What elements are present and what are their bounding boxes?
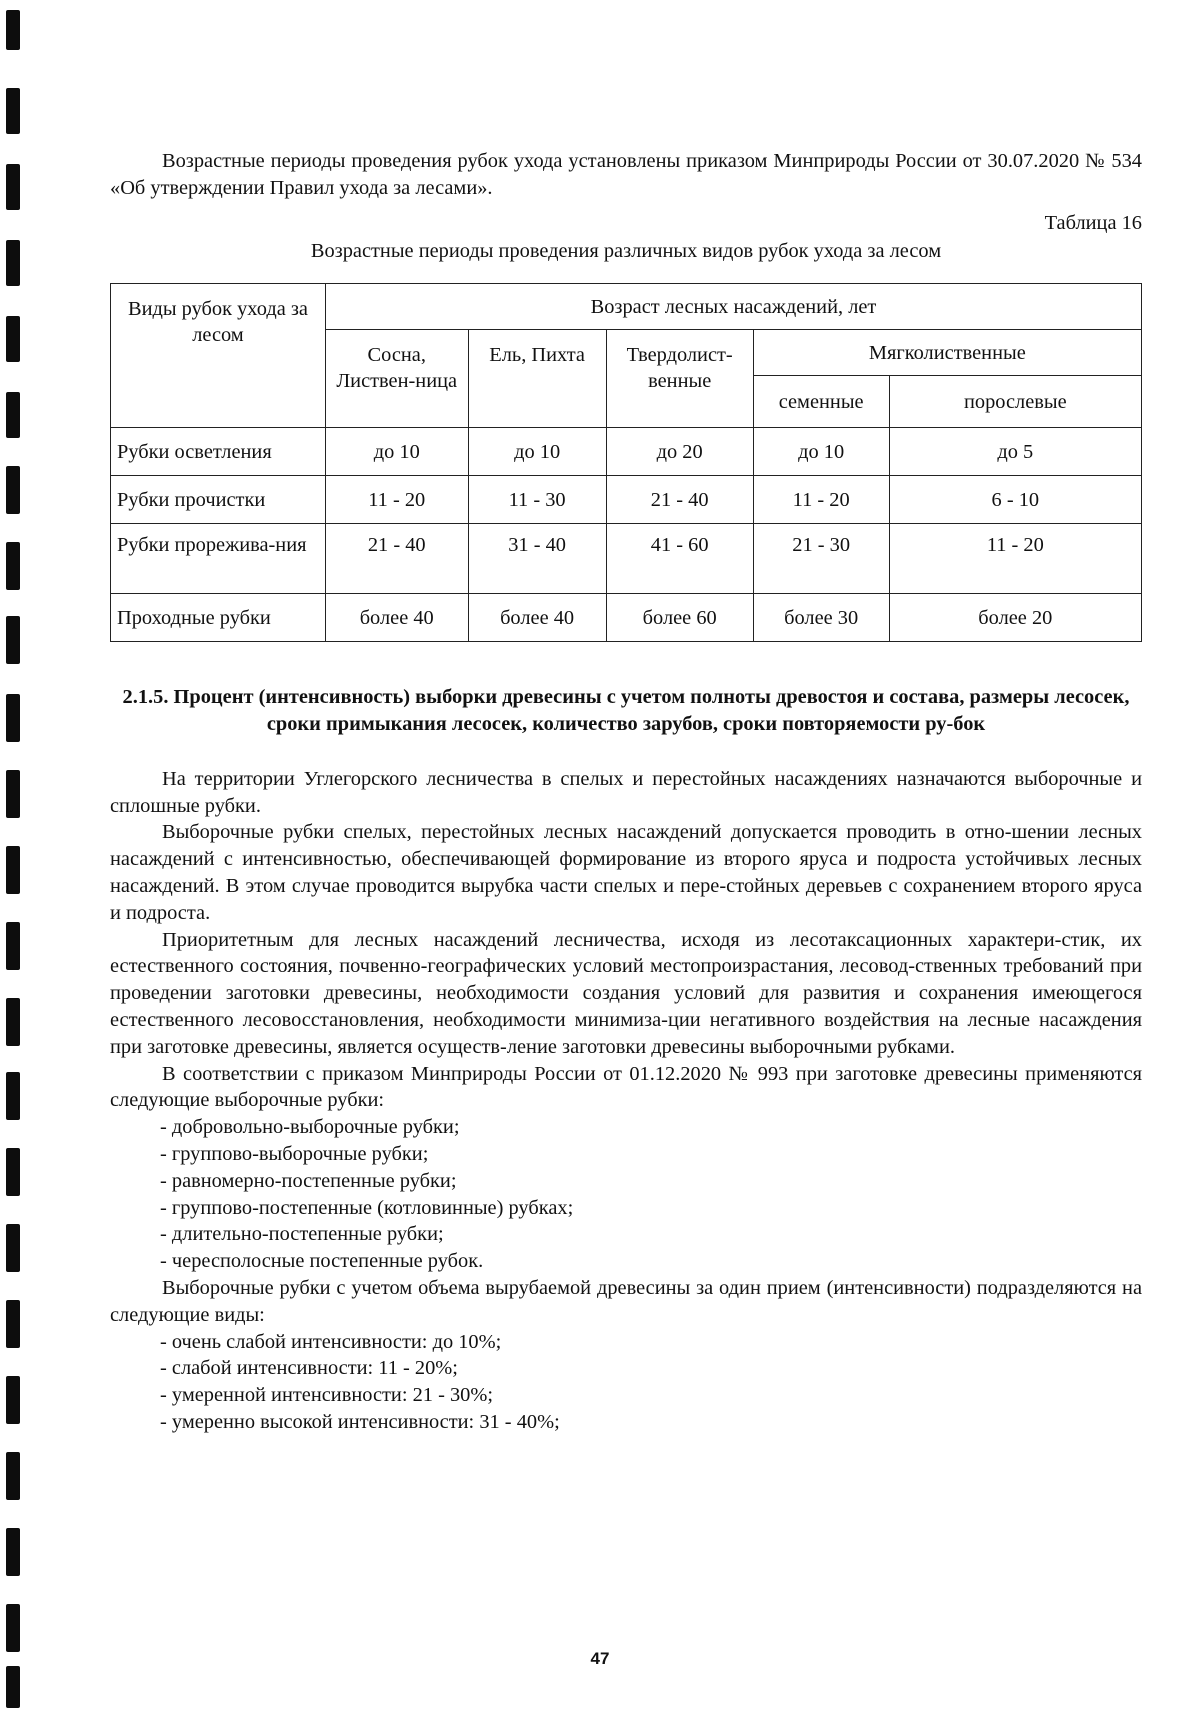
table-cell: до 20 xyxy=(606,428,753,476)
section-heading: 2.1.5. Процент (интенсивность) выборки древесины с учетом полноты древостоя и состава, размеры лесосек, сроки примыкания лесосек, количество зарубов, сроки повторяемости ру-бок xyxy=(122,686,1130,735)
binding-mark xyxy=(6,616,20,664)
body-paragraph: Выборочные рубки спелых, перестойных лесных насаждений допускается проводить в отно-шении лесных насаждений с интенсивностью, обеспечивающей формирование из второго яруса и подроста устойчивых лесных насаждений. В этом случае проводится вырубка части спелых и пере-стойных деревьев с сохранением второго яруса и подроста. xyxy=(110,821,1142,924)
header-spruce-fir: Ель, Пихта xyxy=(468,330,606,428)
table-cell: 11 - 20 xyxy=(889,524,1141,594)
binding-mark xyxy=(6,1224,20,1272)
table-row xyxy=(111,524,1142,594)
list-item: - слабой интенсивности: 11 - 20%; xyxy=(160,1357,458,1380)
table-cell: 11 - 20 xyxy=(753,476,889,524)
binding-mark xyxy=(6,1148,20,1196)
binding-mark xyxy=(6,88,20,134)
list-item: - умеренно высокой интенсивности: 31 - 40%; xyxy=(160,1410,560,1433)
table-title: Возрастные периоды проведения различных видов рубок ухода за лесом xyxy=(310,240,942,263)
binding-mark xyxy=(6,10,20,50)
binding-mark xyxy=(6,846,20,894)
binding-mark xyxy=(6,1072,20,1120)
table-cell: более 20 xyxy=(889,594,1141,642)
body-paragraph: Приоритетным для лесных насаждений лесничества, исходя из лесотаксационных характери-стик, их естественного состояния, почвенно-географических условий местопроизрастания, лесовод-ственных требований при проведении заготовки древесины, необходимости создания условий для развития и сохранения имеющегося естественного лесовосстановления, необходимости минимиза-ции негативного воздействия на лесные насаждения при заготовке древесины, является осуществ-ление заготовки древесины выборочными рубками. xyxy=(110,928,1142,1058)
binding-mark xyxy=(6,1300,20,1348)
table-cell: более 30 xyxy=(753,594,889,642)
table-cell: 6 - 10 xyxy=(889,476,1141,524)
row-label: Рубки прочистки xyxy=(111,476,326,524)
binding-mark xyxy=(6,998,20,1046)
header-stand-age: Возраст лесных насаждений, лет xyxy=(325,284,1141,330)
table-cell: до 10 xyxy=(325,428,468,476)
table-cell: до 10 xyxy=(753,428,889,476)
page-number: 47 xyxy=(590,1649,610,1668)
table-cell: 11 - 20 xyxy=(325,476,468,524)
header-hardwood: Твердолист-венные xyxy=(606,330,753,428)
table-cell: 41 - 60 xyxy=(606,524,753,594)
body-paragraph: На территории Углегорского лесничества в спелых и перестойных насаждениях назначаются выборочные и сплошные рубки. xyxy=(110,767,1142,817)
selective-cuttings-list xyxy=(110,1114,1142,1275)
body-paragraph: Выборочные рубки с учетом объема вырубаемой древесины за один прием (интенсивности) подразделяются на следующие виды: xyxy=(110,1276,1142,1326)
row-label: Рубки прорежива-ния xyxy=(111,524,326,594)
binding-mark xyxy=(6,542,20,590)
header-coppice-origin: порослевые xyxy=(889,376,1141,428)
intensity-list xyxy=(110,1329,1142,1436)
binding-mark xyxy=(6,240,20,286)
binding-mark xyxy=(6,1528,20,1576)
table-cell: 11 - 30 xyxy=(468,476,606,524)
document-page xyxy=(110,148,1142,1436)
table-row xyxy=(111,428,1142,476)
table-cell: 21 - 30 xyxy=(753,524,889,594)
list-item: - умеренной интенсивности: 21 - 30%; xyxy=(160,1384,494,1407)
binding-mark xyxy=(6,770,20,818)
age-periods-table xyxy=(110,283,1142,642)
table-row xyxy=(111,594,1142,642)
header-softwood: Мягколиственные xyxy=(753,330,1141,376)
list-item: - чересполосные постепенные рубок. xyxy=(160,1250,484,1273)
body-paragraph: В соответствии с приказом Минприроды России от 01.12.2020 № 993 при заготовке древесины применяются следующие выборочные рубки: xyxy=(110,1062,1142,1112)
table-cell: более 40 xyxy=(468,594,606,642)
list-item: - группово-постепенные (котловинные) рубках; xyxy=(160,1196,574,1219)
table-cell: более 60 xyxy=(606,594,753,642)
binding-mark xyxy=(6,316,20,362)
binding-mark xyxy=(6,1452,20,1500)
row-label: Рубки осветления xyxy=(111,428,326,476)
binding-mark xyxy=(6,164,20,210)
table-cell: более 40 xyxy=(325,594,468,642)
list-item: - добровольно-выборочные рубки; xyxy=(160,1116,460,1139)
list-item: - равномерно-постепенные рубки; xyxy=(160,1169,457,1192)
binding-mark xyxy=(6,466,20,514)
list-item: - группово-выборочные рубки; xyxy=(160,1142,429,1165)
binding-mark xyxy=(6,1604,20,1652)
binding-mark xyxy=(6,1666,20,1708)
header-cutting-type: Виды рубок ухода за лесом xyxy=(111,284,326,428)
binding-mark xyxy=(6,1376,20,1424)
row-label: Проходные рубки xyxy=(111,594,326,642)
list-item: - очень слабой интенсивности: до 10%; xyxy=(160,1330,502,1353)
header-pine-larch: Сосна, Листвен-ница xyxy=(325,330,468,428)
table-cell: 31 - 40 xyxy=(468,524,606,594)
list-item: - длительно-постепенные рубки; xyxy=(160,1223,444,1246)
binding-mark xyxy=(6,392,20,438)
intro-paragraph: Возрастные периоды проведения рубок ухода установлены приказом Минприроды России от 30.07.2020 № 534 «Об утверждении Правил ухода за лесами». xyxy=(110,150,1142,199)
table-cell: до 10 xyxy=(468,428,606,476)
table-cell: до 5 xyxy=(889,428,1141,476)
table-cell: 21 - 40 xyxy=(325,524,468,594)
table-number: Таблица 16 xyxy=(1044,211,1142,234)
header-seed-origin: семенные xyxy=(753,376,889,428)
table-cell: 21 - 40 xyxy=(606,476,753,524)
binding-mark xyxy=(6,694,20,742)
binding-mark xyxy=(6,922,20,970)
table-row xyxy=(111,476,1142,524)
binding-holes xyxy=(0,0,30,1712)
